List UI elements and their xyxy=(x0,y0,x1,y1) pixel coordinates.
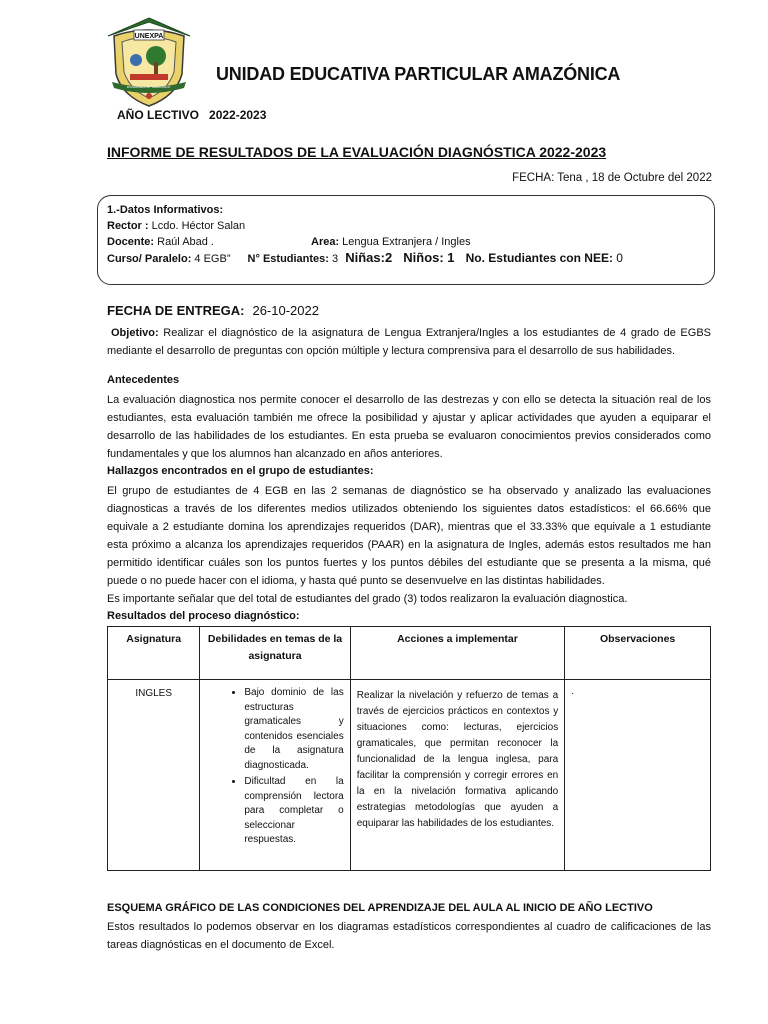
weaknesses-list xyxy=(200,686,349,848)
logo-label: UNEXPA xyxy=(134,33,164,40)
observations-cell: . xyxy=(571,686,574,697)
list-item: • Dificultad en la comprensión lectora para completar o seleccionar respuestas. xyxy=(244,775,343,848)
antecedentes-heading: Antecedentes xyxy=(107,374,180,386)
academic-year xyxy=(117,108,266,122)
hallazgos-text: El grupo de estudiantes de 4 EGB en las 2 semanas de diagnóstico se ha observado y analizado las evaluaciones diagnosticas a través de los diferentes medios utilizados obteniendo los siguientes datos estadísticos: el 66.66% que equivale a 2 estudiante domina los aprendizajes requeridos (DAR), mientras que el 33.33% que equivale a 1 estudiante esta próximo a alcanza los aprendizajes requeridos (PAAR) en la asignatura de Ingles, además estos resultados me han permitido identificar cuáles son los puntos fuertes y los puntos débiles del estudiante que se presenta a la misma, qué puede o no puede hacer con el idioma, y hasta qué punto se desenvuelve en las distintas habilidades. xyxy=(107,485,711,587)
results-table xyxy=(107,626,711,871)
info-rector: Rector : Lcdo. Héctor Salan xyxy=(107,220,246,232)
hallazgos-note: Es importante señalar que del total de estudiantes del grado (3) todos realizaron la evaluación diagnostica. xyxy=(107,593,628,605)
esquema-text: Estos resultados lo podemos observar en los diagramas estadísticos correspondientes al cuadro de calificaciones de las tareas diagnósticas en el documento de Excel. xyxy=(107,921,711,951)
report-date: FECHA: Tena , 18 de Octubre del 2022 xyxy=(512,172,712,184)
academic-year-value: 2022-2023 xyxy=(209,108,267,122)
school-logo xyxy=(104,16,194,108)
info-box xyxy=(97,195,715,285)
info-docente: Docente: Raúl Abad . xyxy=(107,236,214,248)
resultados-heading: Resultados del proceso diagnóstico: xyxy=(107,610,300,622)
header-asignatura: Asignatura xyxy=(108,627,200,680)
header-acciones: Acciones a implementar xyxy=(350,627,564,680)
logo-motto: EXPERIMENTAL "AMAZÓNICA" xyxy=(127,85,171,89)
table-row xyxy=(108,680,711,871)
header-debilidades: Debilidades en temas de la asignatura xyxy=(200,627,350,680)
subject-cell: INGLES xyxy=(135,688,173,699)
table-header-row xyxy=(108,627,711,680)
list-item: • Bajo dominio de las estructuras gramaticales y contenidos esenciales de la asignatura diagnosticada. xyxy=(244,686,343,773)
info-curso: Curso/ Paralelo: 4 EGB” N° Estudiantes: 3 Niñas:2 Niños: 1 No. Estudiantes con NEE: 0 xyxy=(107,250,623,265)
objective: Objetivo: Realizar el diagnóstico de la asignatura de Lengua Extranjera/Ingles a los estudiantes de 4 grado de EGBS mediante el desarrollo de preguntas con opción múltiple y lectura comprensiva para el desarrollo de sus habilidades. xyxy=(107,327,711,357)
info-area: Area: Lengua Extranjera / Ingles xyxy=(311,236,471,248)
antecedentes-text: La evaluación diagnostica nos permite conocer el desarrollo de las destrezas y con ello se detecta la situación real de los estudiantes, esta evaluación también me ofrece la posibilidad y ajustar y aplicar actividades que ayuden a equiparar el desarrollo de las habilidades de los estudiantes. En esta prueba se evaluaron conocimientos previos considerados como fundamentales y que los alumnos han alcanzado en años anteriores. xyxy=(107,394,711,460)
school-name: UNIDAD EDUCATIVA PARTICULAR AMAZÓNICA xyxy=(216,64,621,84)
info-heading: 1.-Datos Informativos: xyxy=(107,204,224,216)
actions-cell: Realizar la nivelación y refuerzo de temas a través de ejercicios prácticos en contextos y situaciones como: lecturas, ejercicios gramaticales, que permitan reconocer la funcionalidad de la lengua inglesa, para facilitar la comprensión y corregir errores en la en la nivelación formativa aplicando estrategias metodologías que ayuden a equiparar las habilidades de los estudiantes. xyxy=(356,690,559,829)
delivery-date: FECHA DE ENTREGA: 26-10-2022 xyxy=(107,303,319,318)
report-title: INFORME DE RESULTADOS DE LA EVALUACIÓN DIAGNÓSTICA 2022-2023 xyxy=(107,144,607,160)
hallazgos-heading: Hallazgos encontrados en el grupo de estudiantes: xyxy=(107,465,374,477)
header-observaciones: Observaciones xyxy=(565,627,711,680)
esquema-heading: ESQUEMA GRÁFICO DE LAS CONDICIONES DEL APRENDIZAJE DEL AULA AL INICIO DE AÑO LECTIVO xyxy=(107,902,653,914)
academic-year-label: AÑO LECTIVO xyxy=(117,108,200,122)
